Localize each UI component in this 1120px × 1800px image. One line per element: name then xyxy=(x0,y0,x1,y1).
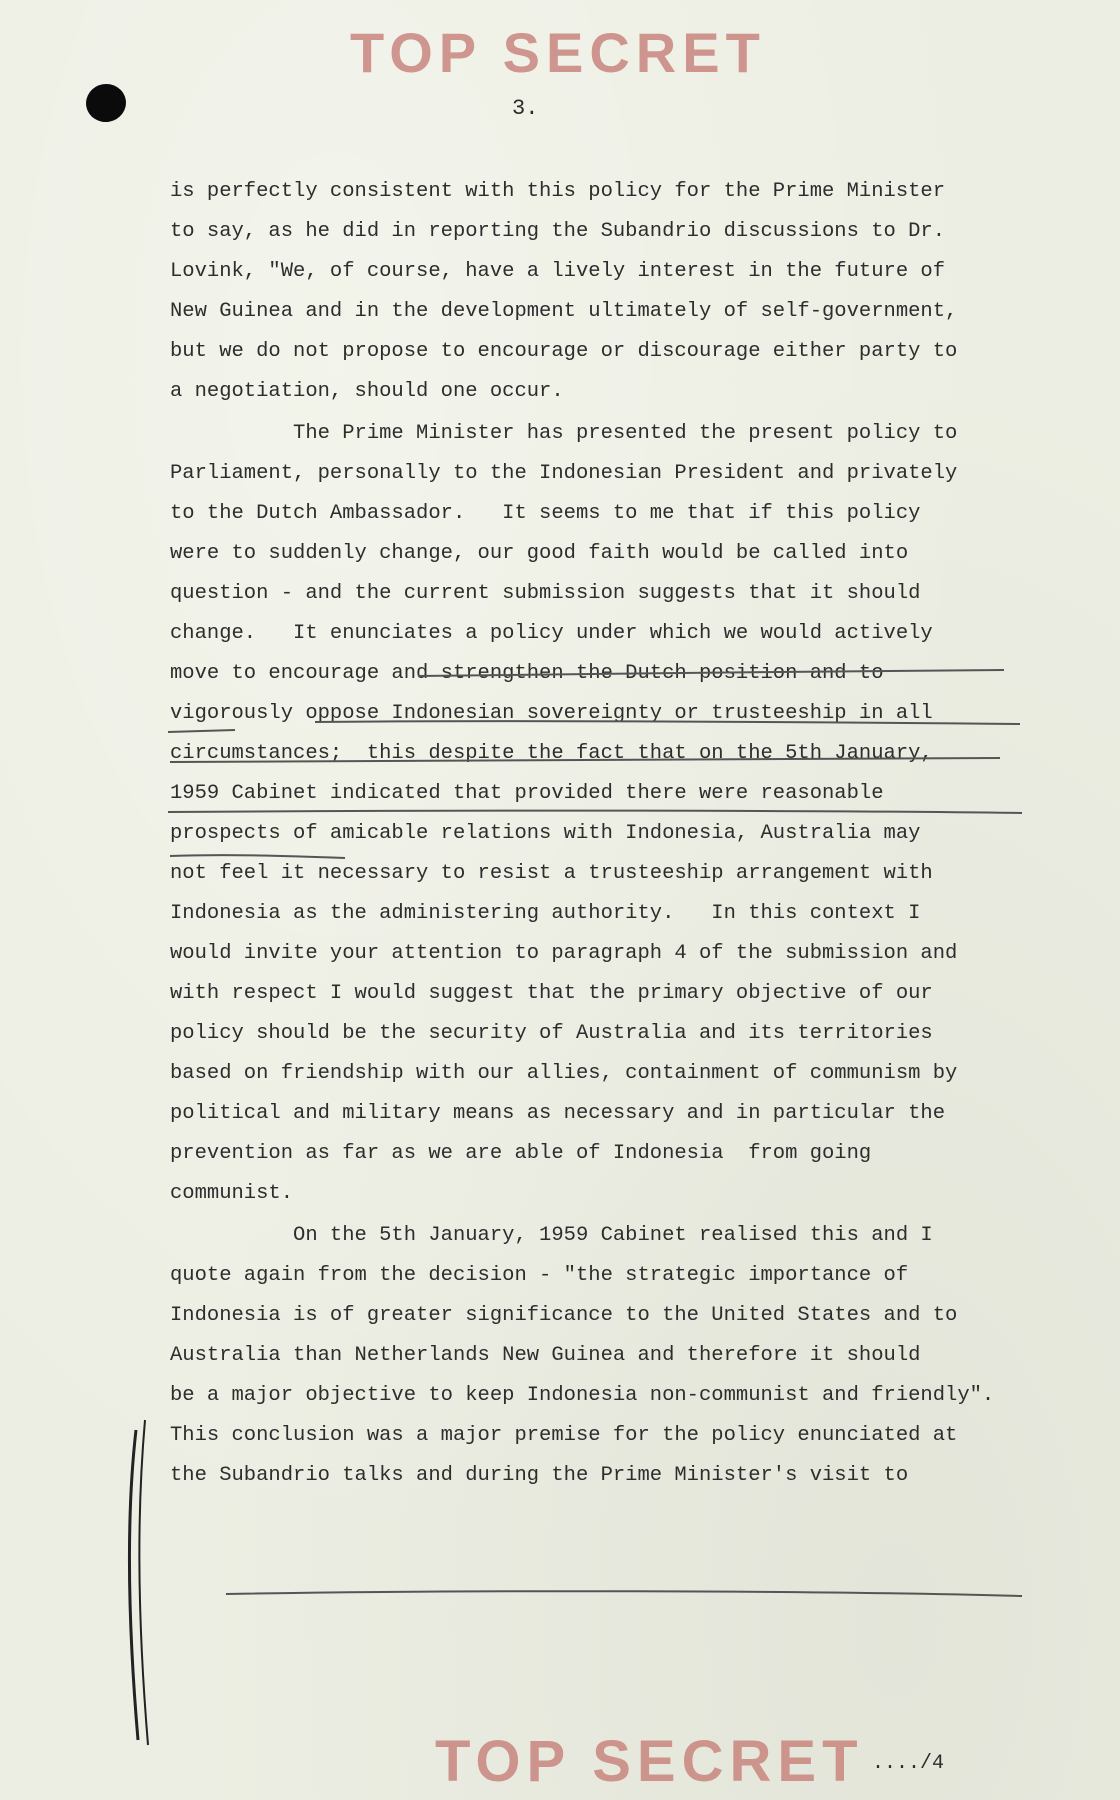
text-line: New Guinea and in the development ultimately of self-government, xyxy=(170,300,958,323)
punch-hole xyxy=(83,81,129,125)
text-line: The Prime Minister has presented the present policy to xyxy=(170,422,958,445)
text-line: Indonesia as the administering authority. In this context I xyxy=(170,902,921,925)
text-line: would invite your attention to paragraph 4 of the submission and xyxy=(170,942,958,965)
text-line: a negotiation, should one occur. xyxy=(170,380,564,403)
text-line: quote again from the decision - "the strategic importance of xyxy=(170,1264,909,1287)
text-line: is perfectly consistent with this policy for the Prime Minister xyxy=(170,180,946,203)
text-line: This conclusion was a major premise for the policy enunciated at xyxy=(170,1424,958,1447)
text-line: question - and the current submission suggests that it should xyxy=(170,582,921,605)
underline-mark xyxy=(226,1591,1022,1596)
text-line: move to encourage and strengthen the Dutch position and to xyxy=(170,662,884,685)
underline-mark xyxy=(170,855,345,858)
text-line: circumstances; this despite the fact that on the 5th January, xyxy=(170,742,933,765)
margin-bracket-mark xyxy=(130,1430,139,1740)
margin-bracket-mark xyxy=(139,1420,148,1745)
text-line: but we do not propose to encourage or discourage either party to xyxy=(170,340,958,363)
text-line: Indonesia is of greater significance to the United States and to xyxy=(170,1304,958,1327)
text-line: based on friendship with our allies, containment of communism by xyxy=(170,1062,958,1085)
text-line: be a major objective to keep Indonesia non-communist and friendly". xyxy=(170,1384,995,1407)
page-number: 3. xyxy=(512,96,539,121)
text-line: change. It enunciates a policy under which we would actively xyxy=(170,622,933,645)
text-line: to say, as he did in reporting the Subandrio discussions to Dr. xyxy=(170,220,946,243)
text-line: not feel it necessary to resist a trusteeship arrangement with xyxy=(170,862,933,885)
continuation-marker: ..../4 xyxy=(872,1752,945,1775)
underline-mark xyxy=(168,730,235,732)
text-line: vigorously oppose Indonesian sovereignty or trusteeship in all xyxy=(170,702,933,725)
text-line: Lovink, "We, of course, have a lively interest in the future of xyxy=(170,260,946,283)
text-line: prevention as far as we are able of Indonesia from going xyxy=(170,1142,872,1165)
text-line: political and military means as necessary and in particular the xyxy=(170,1102,946,1125)
text-line: to the Dutch Ambassador. It seems to me that if this policy xyxy=(170,502,921,525)
text-line: were to suddenly change, our good faith would be called into xyxy=(170,542,909,565)
text-line: communist. xyxy=(170,1182,294,1205)
text-line: On the 5th January, 1959 Cabinet realised this and I xyxy=(170,1224,933,1247)
classification-stamp-bottom: TOP SECRET xyxy=(435,1729,864,1794)
text-line: 1959 Cabinet indicated that provided there were reasonable xyxy=(170,782,884,805)
classification-stamp-top: TOP SECRET xyxy=(350,21,766,84)
text-line: Parliament, personally to the Indonesian President and privately xyxy=(170,462,958,485)
underline-mark xyxy=(168,811,1022,813)
text-line: prospects of amicable relations with Indonesia, Australia may xyxy=(170,822,921,845)
text-line: the Subandrio talks and during the Prime Minister's visit to xyxy=(170,1464,909,1487)
text-line: Australia than Netherlands New Guinea and therefore it should xyxy=(170,1344,921,1367)
text-line: with respect I would suggest that the primary objective of our xyxy=(170,982,933,1005)
text-line: policy should be the security of Australia and its territories xyxy=(170,1022,933,1045)
